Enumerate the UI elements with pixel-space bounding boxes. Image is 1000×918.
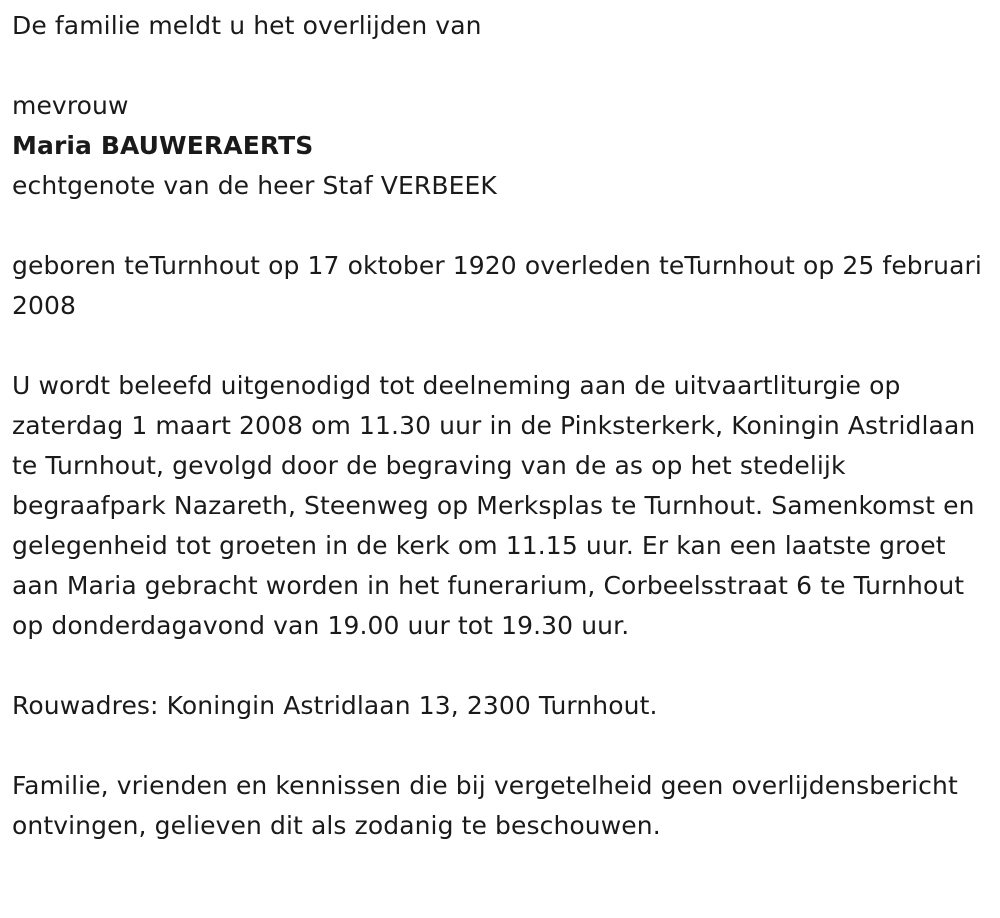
- spacer: [12, 46, 982, 86]
- obituary-notice: [12, 6, 982, 846]
- spacer: [12, 646, 982, 686]
- deceased-name: Maria BAUWERAERTS: [12, 131, 314, 160]
- spacer: [12, 726, 982, 766]
- spacer: [12, 326, 982, 366]
- closing-note: Familie, vrienden en kennissen die bij vergetelheid geen overlijdensbericht ontvingen, gelieven dit als zodanig te beschouwen.: [12, 771, 958, 840]
- birth-death-line: geboren teTurnhout op 17 oktober 1920 overleden teTurnhout op 25 februari 2008: [12, 251, 982, 320]
- funeral-invitation: U wordt beleefd uitgenodigd tot deelneming aan de uitvaartliturgie op zaterdag 1 maart 2008 om 11.30 uur in de Pinksterkerk, Koningin Astridlaan te Turnhout, gevolgd door de begraving van de as op het stedelijk begraafpark Nazareth, Steenweg op Merksplas te Turnhout. Samenkomst en gelegenheid tot groeten in de kerk om 11.15 uur. Er kan een laatste groet aan Maria gebracht worden in het funerarium, Corbeelsstraat 6 te Turnhout op donderdagavond van 19.00 uur tot 19.30 uur.: [12, 371, 976, 640]
- mourning-address: Rouwadres: Koningin Astridlaan 13, 2300 Turnhout.: [12, 691, 658, 720]
- honorific: mevrouw: [12, 91, 129, 120]
- spacer: [12, 206, 982, 246]
- intro-line: De familie meldt u het overlijden van: [12, 11, 482, 40]
- spouse-line: echtgenote van de heer Staf VERBEEK: [12, 171, 497, 200]
